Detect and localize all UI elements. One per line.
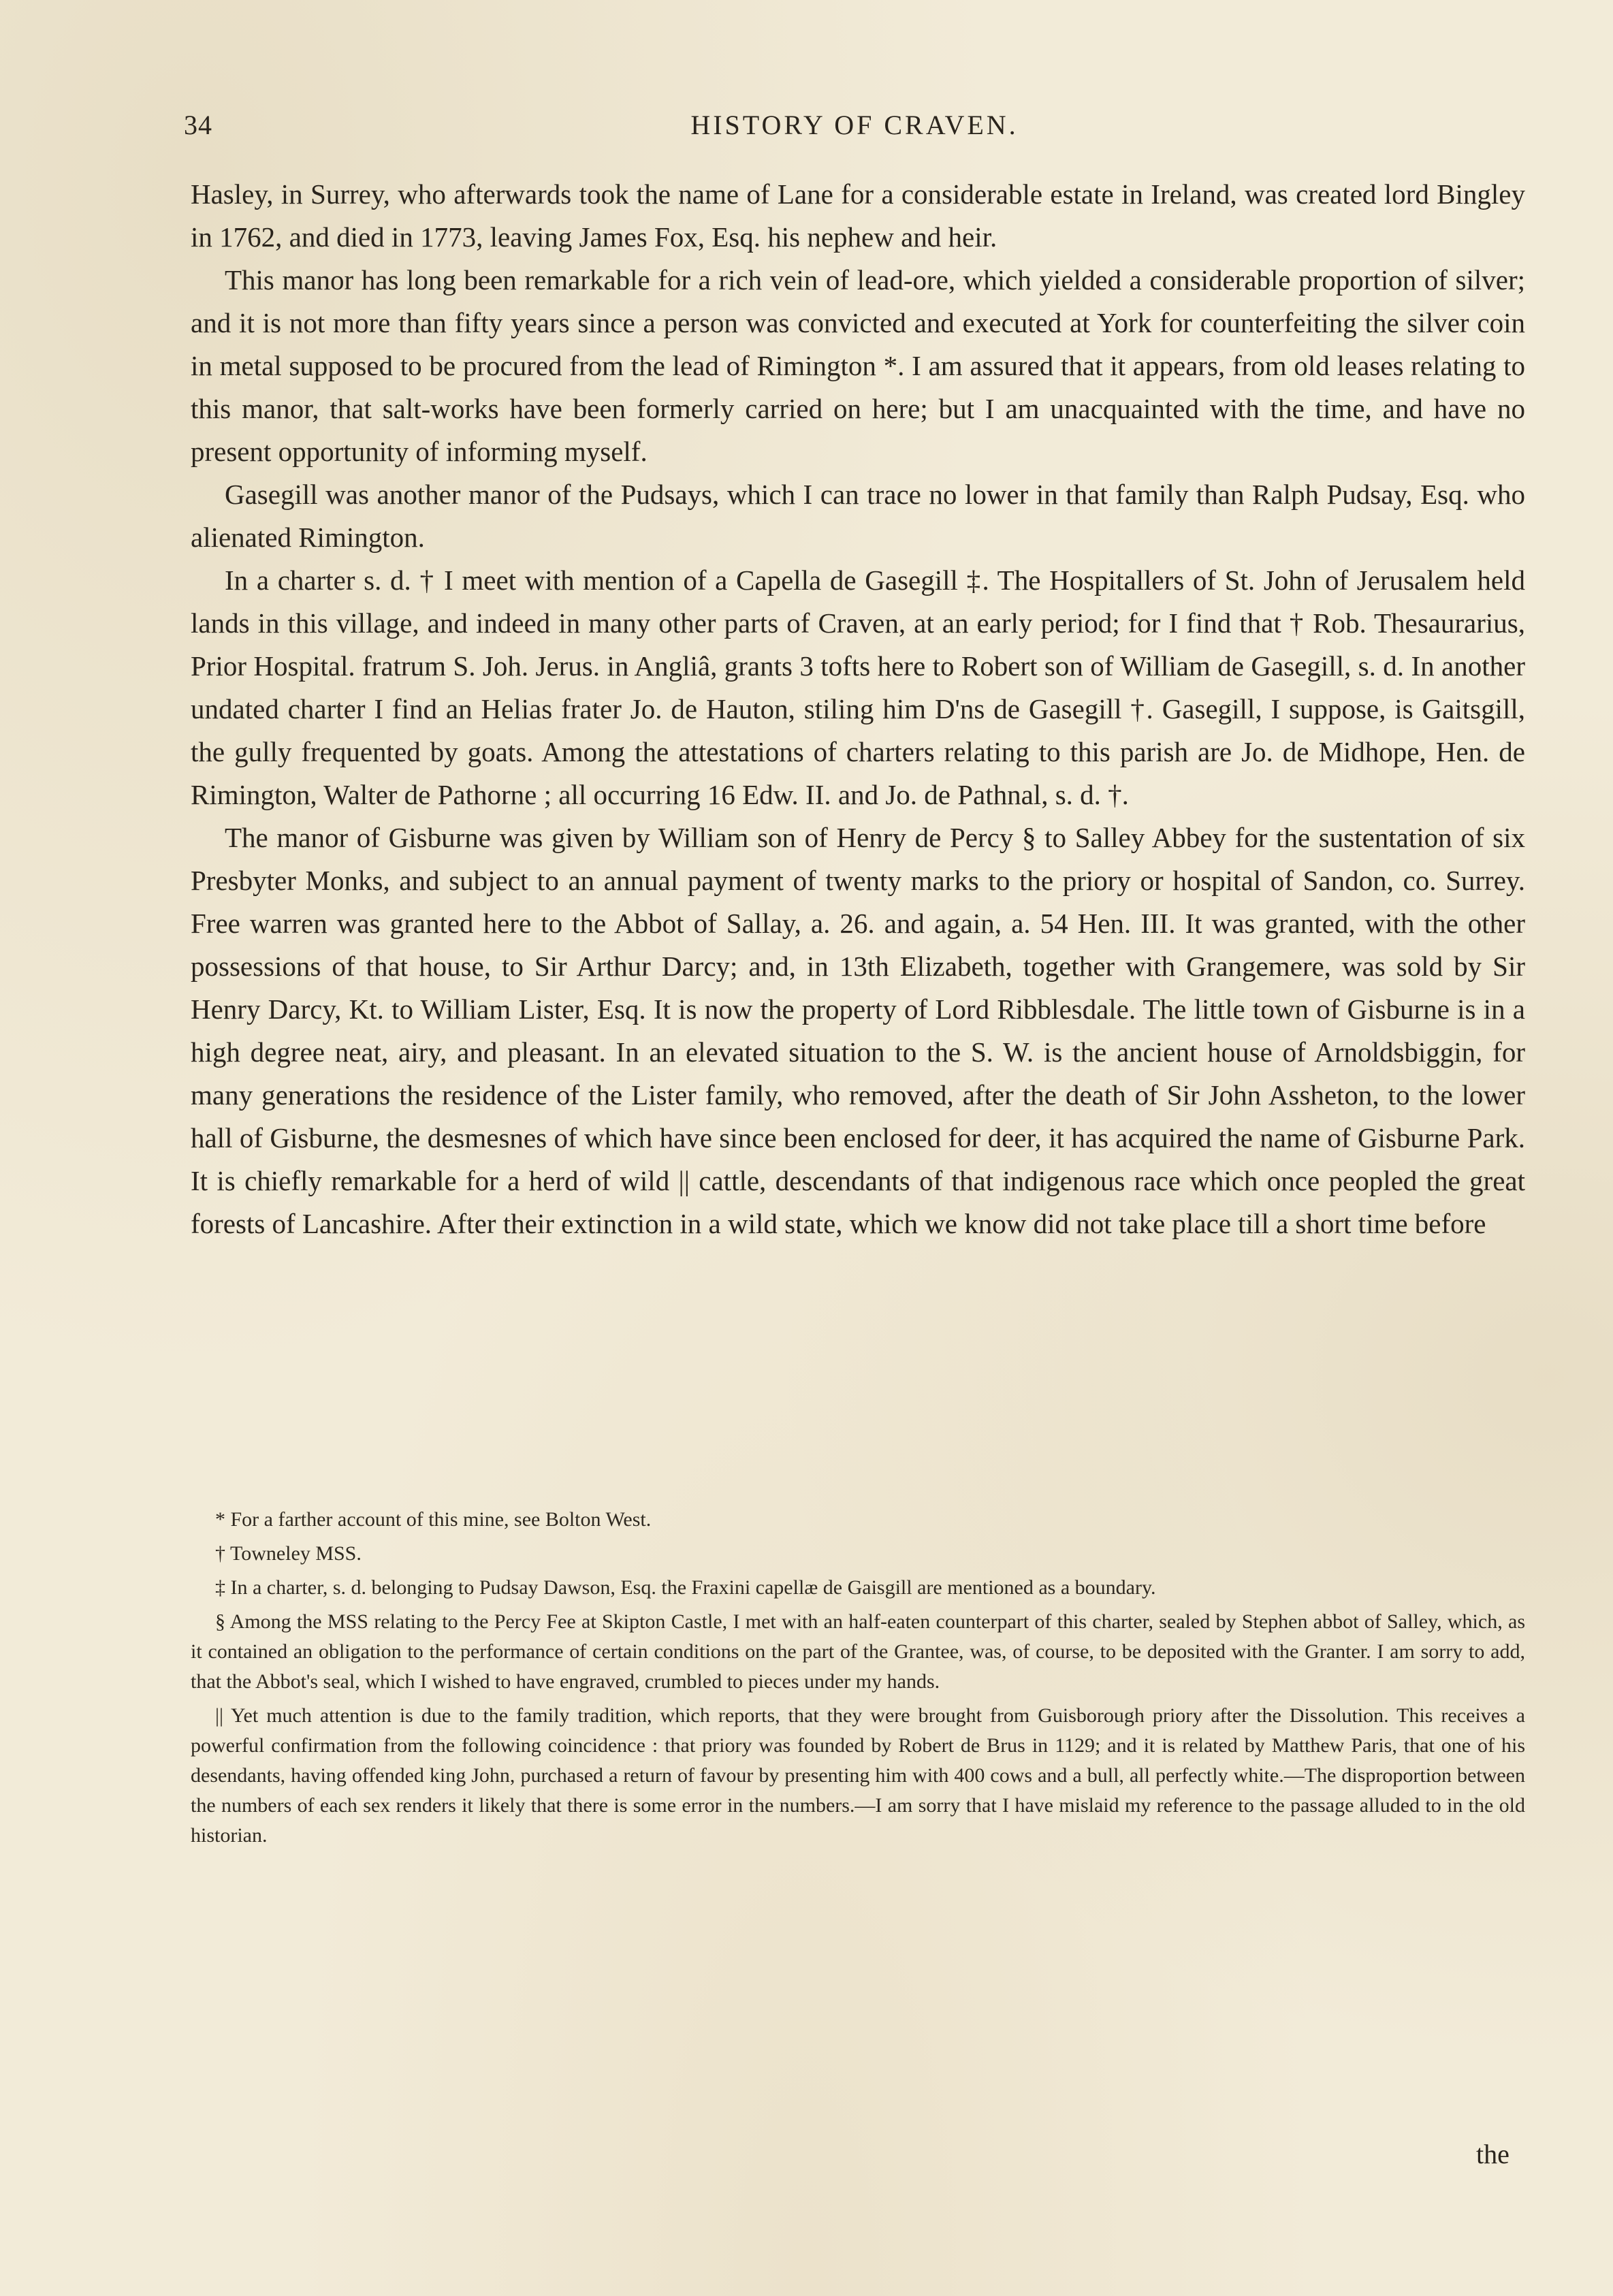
- footnote-2: † Towneley MSS.: [215, 1542, 362, 1565]
- paragraph-1: Hasley, in Surrey, who afterwards took the name of Lane for a considerable estate in Ireland, was created lord Bingley in 1762, and died in 1773, leaving James Fox, Esq. his nephew and heir.: [191, 178, 1525, 253]
- footnote-3: ‡ In a charter, s. d. belonging to Pudsay Dawson, Esq. the Fraxini capellæ de Gaisgill are mentioned as a boundary.: [215, 1576, 1156, 1599]
- page-header: [184, 109, 1525, 157]
- page-number: 34: [184, 110, 212, 140]
- footnote-4: § Among the MSS relating to the Percy Fee at Skipton Castle, I met with an half-eaten counterpart of this charter, sealed by Stephen abbot of Salley, which, as it contained an obligation to the performance of certain conditions on the part of the Grantee, was, of course, to be deposited with the Granter. I am sorry to add, that the Abbot's seal, which I wished to have engraved, crumbled to pieces under my hands.: [191, 1610, 1525, 1693]
- paragraph-2: This manor has long been remarkable for a rich vein of lead-ore, which yielded a considerable proportion of silver; and it is not more than fifty years since a person was convicted and executed at York for counterfeiting the silver coin in metal supposed to be procured from the lead of Rimington *. I am assured that it appears, from old leases relating to this manor, that salt-works have been formerly carried on here; but I am unacquainted with the time, and have no present opportunity of informing myself.: [191, 264, 1525, 467]
- footnote-1: * For a farther account of this mine, see Bolton West.: [215, 1508, 652, 1531]
- footnotes: [191, 1505, 1525, 1855]
- paragraph-4: In a charter s. d. † I meet with mention of a Capella de Gasegill ‡. The Hospitallers of St. John of Jerusalem held lands in this village, and indeed in many other parts of Craven, at an early period; for I find that † Rob. Thesaurarius, Prior Hospital. fratrum S. Joh. Jerus. in Angliâ, grants 3 tofts here to Robert son of William de Gasegill, s. d. In another undated charter I find an Helias frater Jo. de Hauton, stiling him D'ns de Gasegill †. Gasegill, I suppose, is Gaitsgill, the gully frequented by goats. Among the attestations of charters relating to this parish are Jo. de Midhope, Hen. de Rimington, Walter de Pathorne ; all occurring 16 Edw. II. and Jo. de Pathnal, s. d. †.: [191, 564, 1525, 810]
- paragraph-5: The manor of Gisburne was given by William son of Henry de Percy § to Salley Abbey for the sustentation of six Presbyter Monks, and subject to an annual payment of twenty marks to the priory or hospital of Sandon, co. Surrey. Free warren was granted here to the Abbot of Sallay, a. 26. and again, a. 54 Hen. III. It was granted, with the other possessions of that house, to Sir Arthur Darcy; and, in 13th Elizabeth, together with Grangemere, was sold by Sir Henry Darcy, Kt. to William Lister, Esq. It is now the property of Lord Ribblesdale. The little town of Gisburne is in a high degree neat, airy, and pleasant. In an elevated situation to the S. W. is the ancient house of Arnoldsbiggin, for many generations the residence of the Lister family, who removed, after the death of Sir John Assheton, to the lower hall of Gisburne, the desmesnes of which have since been enclosed for deer, it has acquired the name of Gisburne Park. It is chiefly remarkable for a herd of wild || cattle, descendants of that indigenous race which once peopled the great forests of Lancashire. After their extinction in a wild state, which we know did not take place till a short time before: [191, 822, 1525, 1239]
- main-text: [191, 173, 1525, 1245]
- catchword: the: [1476, 2139, 1510, 2169]
- paragraph-3: Gasegill was another manor of the Pudsays, which I can trace no lower in that family than Ralph Pudsay, Esq. who alienated Rimington.: [191, 479, 1525, 553]
- footnote-5: || Yet much attention is due to the family tradition, which reports, that they were brought from Guisborough priory after the Dissolution. This receives a powerful confirmation from the following coincidence : that priory was founded by Robert de Brus in 1129; and it is related by Matthew Paris, that one of his desendants, having offended king John, purchased a return of favour by presenting him with 400 cows and a bull, all perfectly white.—The disproportion between the numbers of each sex renders it likely that there is some error in the numbers.—I am sorry that I have mislaid my reference to the passage alluded to in the old historian.: [191, 1704, 1525, 1847]
- running-title: HISTORY OF CRAVEN.: [690, 110, 1019, 140]
